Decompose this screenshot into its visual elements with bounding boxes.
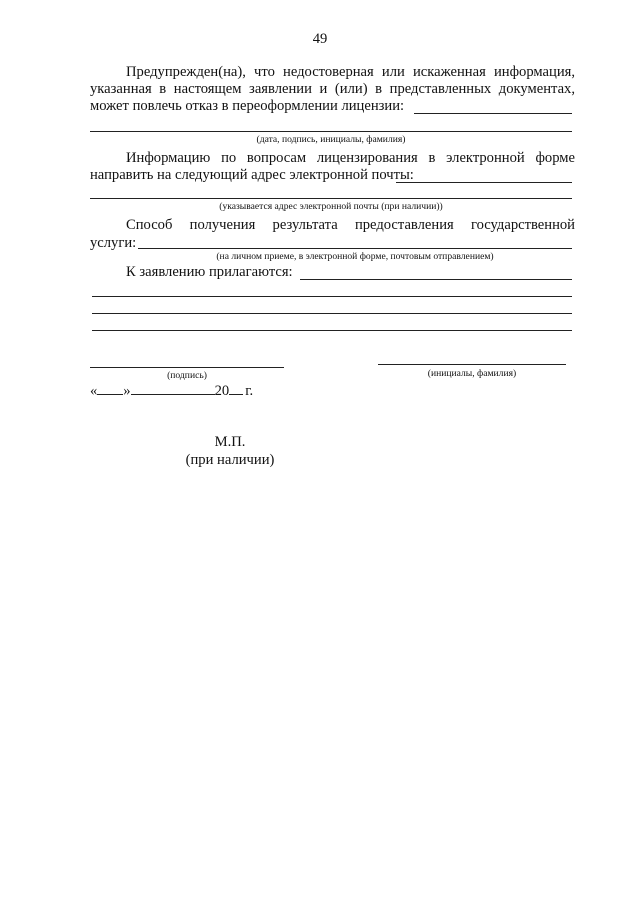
attachments-line-1[interactable] — [92, 296, 572, 297]
attachments-line-3[interactable] — [92, 330, 572, 331]
page-number: 49 — [312, 31, 328, 47]
date-line — [90, 382, 253, 400]
stamp-label: М.П. — [214, 434, 246, 450]
email-line-1: Информацию по вопросам лицензирования в электронной форме — [126, 150, 575, 166]
initials-line[interactable] — [378, 364, 566, 365]
initials-caption: (инициалы, фамилия) — [427, 368, 517, 379]
date-year-prefix: 20 — [214, 383, 230, 399]
date-month-field[interactable] — [131, 382, 215, 395]
date-year-field[interactable] — [229, 382, 243, 395]
method-caption: (на личном приеме, в электронной форме, почтовым отправлением) — [216, 251, 494, 262]
email-address-line[interactable] — [90, 198, 572, 199]
signature-line[interactable] — [90, 367, 284, 368]
attachments-line-2[interactable] — [92, 313, 572, 314]
warning-line-3: может повлечь отказ в переоформлении лицензии: — [90, 98, 405, 114]
method-line-1: Способ получения результата предоставления государственной — [126, 217, 575, 233]
warning-caption: (дата, подпись, инициалы, фамилия) — [256, 134, 406, 145]
warning-fill-line[interactable] — [414, 113, 572, 114]
warning-line-2: указанная в настоящем заявлении и (или) в представленных документах, — [90, 81, 575, 97]
warning-sign-line[interactable] — [90, 131, 572, 132]
method-line-2: услуги: — [90, 235, 137, 251]
date-open-quote: « — [90, 383, 98, 399]
date-close-quote: » — [123, 383, 131, 399]
email-line-2: направить на следующий адрес электронной почты: — [90, 167, 414, 183]
warning-line-1: Предупрежден(на), что недостоверная или искаженная информация, — [126, 64, 575, 80]
method-fill-line[interactable] — [138, 248, 572, 249]
stamp-note: (при наличии) — [185, 452, 275, 468]
date-year-suffix: г. — [245, 383, 254, 399]
signature-caption: (подпись) — [167, 370, 207, 381]
email-fill-line[interactable] — [396, 182, 572, 183]
attachments-label: К заявлению прилагаются: — [126, 264, 293, 280]
date-day-field[interactable] — [97, 382, 123, 395]
attachments-fill-line[interactable] — [300, 279, 572, 280]
email-caption: (указывается адрес электронной почты (при наличии)) — [219, 201, 443, 212]
